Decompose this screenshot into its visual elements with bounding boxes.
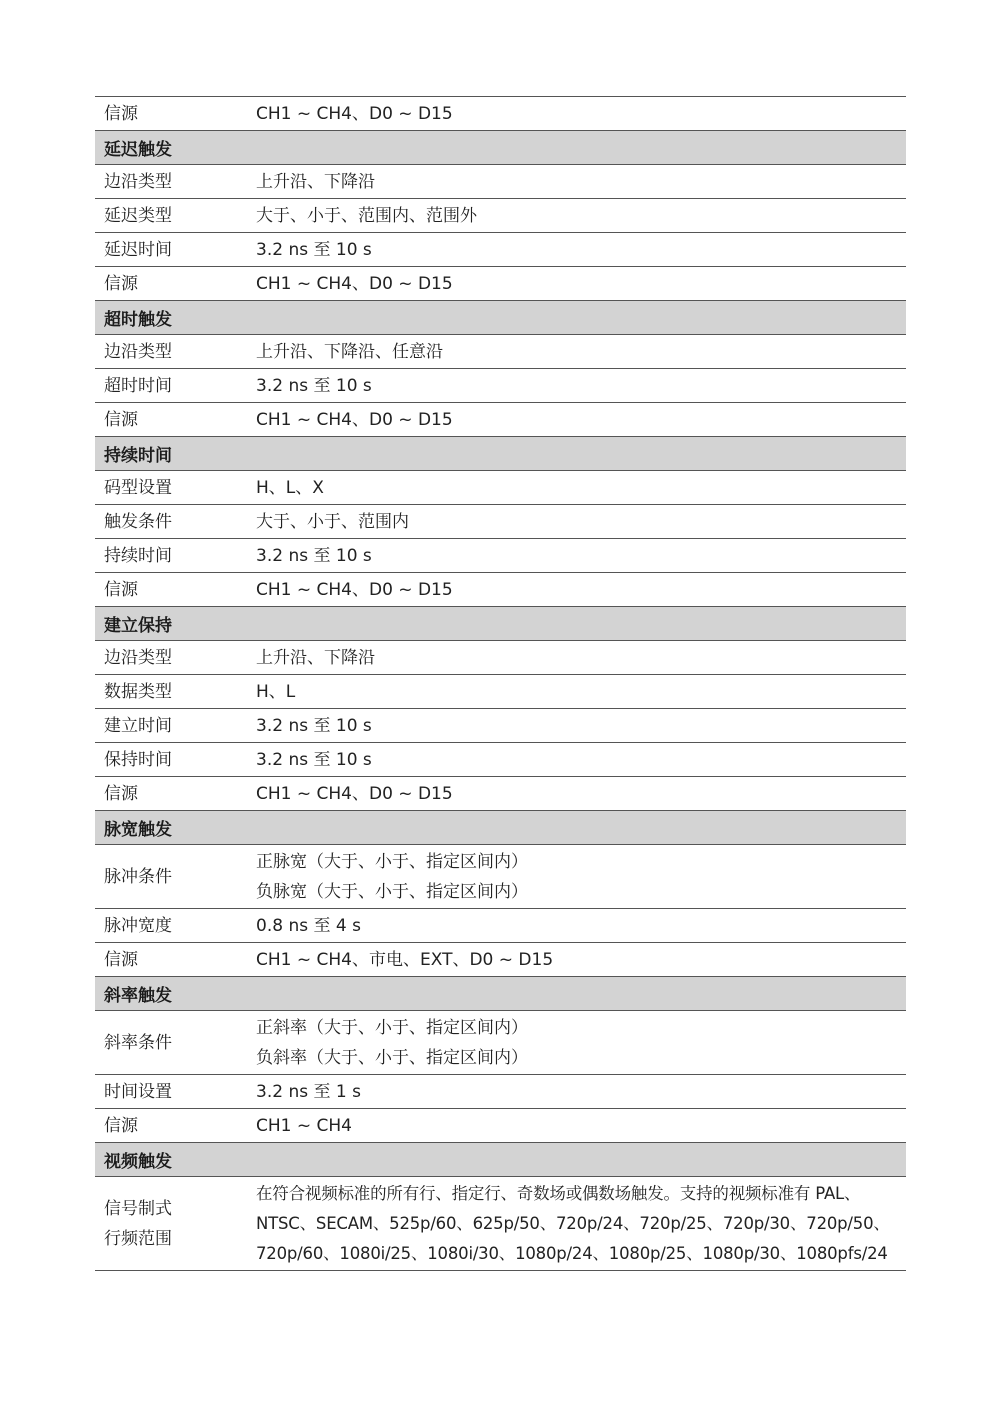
row-value [256, 337, 906, 367]
row-label-line: 持续时间 [104, 545, 172, 566]
row-value-line: 3.2 ns 至 1 s [256, 1081, 361, 1102]
row-label-line: 延迟时间 [104, 239, 172, 260]
row-label-line: 延迟类型 [104, 205, 172, 226]
row-value [256, 1111, 906, 1141]
row-label [95, 643, 256, 673]
row-value-line: CH1 ~ CH4、D0 ~ D15 [256, 273, 453, 294]
table-row [95, 743, 906, 777]
row-label-line: 保持时间 [104, 749, 172, 770]
row-label [95, 779, 256, 809]
row-value [256, 473, 906, 503]
row-value [256, 371, 906, 401]
table-row [95, 1109, 906, 1143]
table-row [95, 267, 906, 301]
row-label [95, 1077, 256, 1107]
row-value [256, 847, 906, 907]
row-value [256, 507, 906, 537]
row-label-line: 信源 [104, 579, 138, 600]
row-value-line: 720p/60、1080i/25、1080i/30、1080p/24、1080p/25、1080p/30、1080pfs/24 [256, 1243, 888, 1263]
row-value [256, 541, 906, 571]
row-label [95, 1028, 256, 1058]
row-label [95, 507, 256, 537]
table-row [95, 471, 906, 505]
row-value [256, 235, 906, 265]
row-value-line: CH1 ~ CH4、D0 ~ D15 [256, 783, 453, 804]
row-value [256, 405, 906, 435]
row-label [95, 337, 256, 367]
row-label [95, 1194, 256, 1254]
row-value [256, 167, 906, 197]
row-label [95, 862, 256, 892]
row-value [256, 269, 906, 299]
row-value-line: CH1 ~ CH4、市电、EXT、D0 ~ D15 [256, 949, 554, 970]
row-label [95, 1111, 256, 1141]
row-value-line: CH1 ~ CH4、D0 ~ D15 [256, 579, 453, 600]
table-row [95, 199, 906, 233]
section-header: 脉宽触发 [95, 811, 906, 845]
row-label-line: 触发条件 [104, 511, 172, 532]
row-value-line: 上升沿、下降沿 [256, 647, 375, 668]
table-row [95, 1011, 906, 1075]
row-value [256, 745, 906, 775]
row-label-line: 时间设置 [104, 1081, 172, 1102]
section-header: 超时触发 [95, 301, 906, 335]
row-label-line: 边沿类型 [104, 341, 172, 362]
row-value-line: 大于、小于、范围内、范围外 [256, 205, 477, 226]
row-label [95, 575, 256, 605]
row-value-line: NTSC、SECAM、525p/60、625p/50、720p/24、720p/25、720p/30、720p/50、 [256, 1213, 890, 1233]
table-row [95, 1177, 906, 1271]
row-value-line: 3.2 ns 至 10 s [256, 239, 372, 260]
row-label [95, 541, 256, 571]
row-value-line: 3.2 ns 至 10 s [256, 545, 372, 566]
row-label [95, 473, 256, 503]
row-label-line: 斜率条件 [104, 1032, 172, 1053]
row-value [256, 99, 906, 129]
row-value [256, 945, 906, 975]
row-value-line: 上升沿、下降沿、任意沿 [256, 341, 443, 362]
row-label [95, 745, 256, 775]
row-label-line: 信源 [104, 949, 138, 970]
section-header: 视频触发 [95, 1143, 906, 1177]
row-label-line: 信源 [104, 1115, 138, 1136]
row-value-line: 3.2 ns 至 10 s [256, 749, 372, 770]
table-row [95, 403, 906, 437]
row-label [95, 201, 256, 231]
section-header: 持续时间 [95, 437, 906, 471]
row-value-line: CH1 ~ CH4 [256, 1115, 352, 1136]
row-value [256, 1013, 906, 1073]
row-label [95, 235, 256, 265]
row-label-line: 信源 [104, 103, 138, 124]
section-header: 斜率触发 [95, 977, 906, 1011]
row-label [95, 711, 256, 741]
row-label [95, 167, 256, 197]
row-label-line: 信源 [104, 783, 138, 804]
section-header: 延迟触发 [95, 131, 906, 165]
row-label-line: 信号制式 [104, 1198, 172, 1219]
row-value-line: H、L、X [256, 477, 324, 498]
row-label [95, 911, 256, 941]
row-value-line: 大于、小于、范围内 [256, 511, 409, 532]
table-row [95, 943, 906, 977]
row-value-line: 负脉宽（大于、小于、指定区间内） [256, 881, 528, 902]
row-label-line: 信源 [104, 409, 138, 430]
row-value [256, 677, 906, 707]
row-label-line: 超时时间 [104, 375, 172, 396]
table-row [95, 1075, 906, 1109]
table-row [95, 369, 906, 403]
table-row [95, 539, 906, 573]
table-row [95, 709, 906, 743]
table-row [95, 97, 906, 131]
section-header: 建立保持 [95, 607, 906, 641]
row-label [95, 405, 256, 435]
row-value-line: 0.8 ns 至 4 s [256, 915, 361, 936]
row-label-line: 边沿类型 [104, 171, 172, 192]
table-row [95, 845, 906, 909]
row-value [256, 1179, 906, 1269]
row-label-line: 脉冲宽度 [104, 915, 172, 936]
row-label-line: 脉冲条件 [104, 866, 172, 887]
row-label-line: 码型设置 [104, 477, 172, 498]
row-value [256, 575, 906, 605]
row-label [95, 945, 256, 975]
row-value-line: 3.2 ns 至 10 s [256, 715, 372, 736]
row-value-line: CH1 ~ CH4、D0 ~ D15 [256, 103, 453, 124]
row-value-line: 正斜率（大于、小于、指定区间内） [256, 1017, 528, 1038]
row-value-line: H、L [256, 681, 296, 702]
table-row [95, 641, 906, 675]
row-label [95, 99, 256, 129]
table-row [95, 909, 906, 943]
row-value-line: 在符合视频标准的所有行、指定行、奇数场或偶数场触发。支持的视频标准有 PAL、 [256, 1183, 861, 1203]
row-value-line: 正脉宽（大于、小于、指定区间内） [256, 851, 528, 872]
row-value-line: 负斜率（大于、小于、指定区间内） [256, 1047, 528, 1068]
row-label [95, 677, 256, 707]
row-value [256, 1077, 906, 1107]
row-value-line: 3.2 ns 至 10 s [256, 375, 372, 396]
table-row [95, 335, 906, 369]
table-row [95, 233, 906, 267]
row-value [256, 711, 906, 741]
row-value [256, 911, 906, 941]
table-row [95, 165, 906, 199]
spec-table [95, 96, 906, 1271]
row-label-line: 信源 [104, 273, 138, 294]
row-label [95, 269, 256, 299]
table-row [95, 777, 906, 811]
row-value-line: 上升沿、下降沿 [256, 171, 375, 192]
row-value-line: CH1 ~ CH4、D0 ~ D15 [256, 409, 453, 430]
row-label-line: 行频范围 [104, 1228, 172, 1249]
row-label [95, 371, 256, 401]
table-row [95, 675, 906, 709]
row-value [256, 201, 906, 231]
table-row [95, 505, 906, 539]
row-value [256, 779, 906, 809]
row-label-line: 建立时间 [104, 715, 172, 736]
row-label-line: 数据类型 [104, 681, 172, 702]
row-label-line: 边沿类型 [104, 647, 172, 668]
table-row [95, 573, 906, 607]
row-value [256, 643, 906, 673]
